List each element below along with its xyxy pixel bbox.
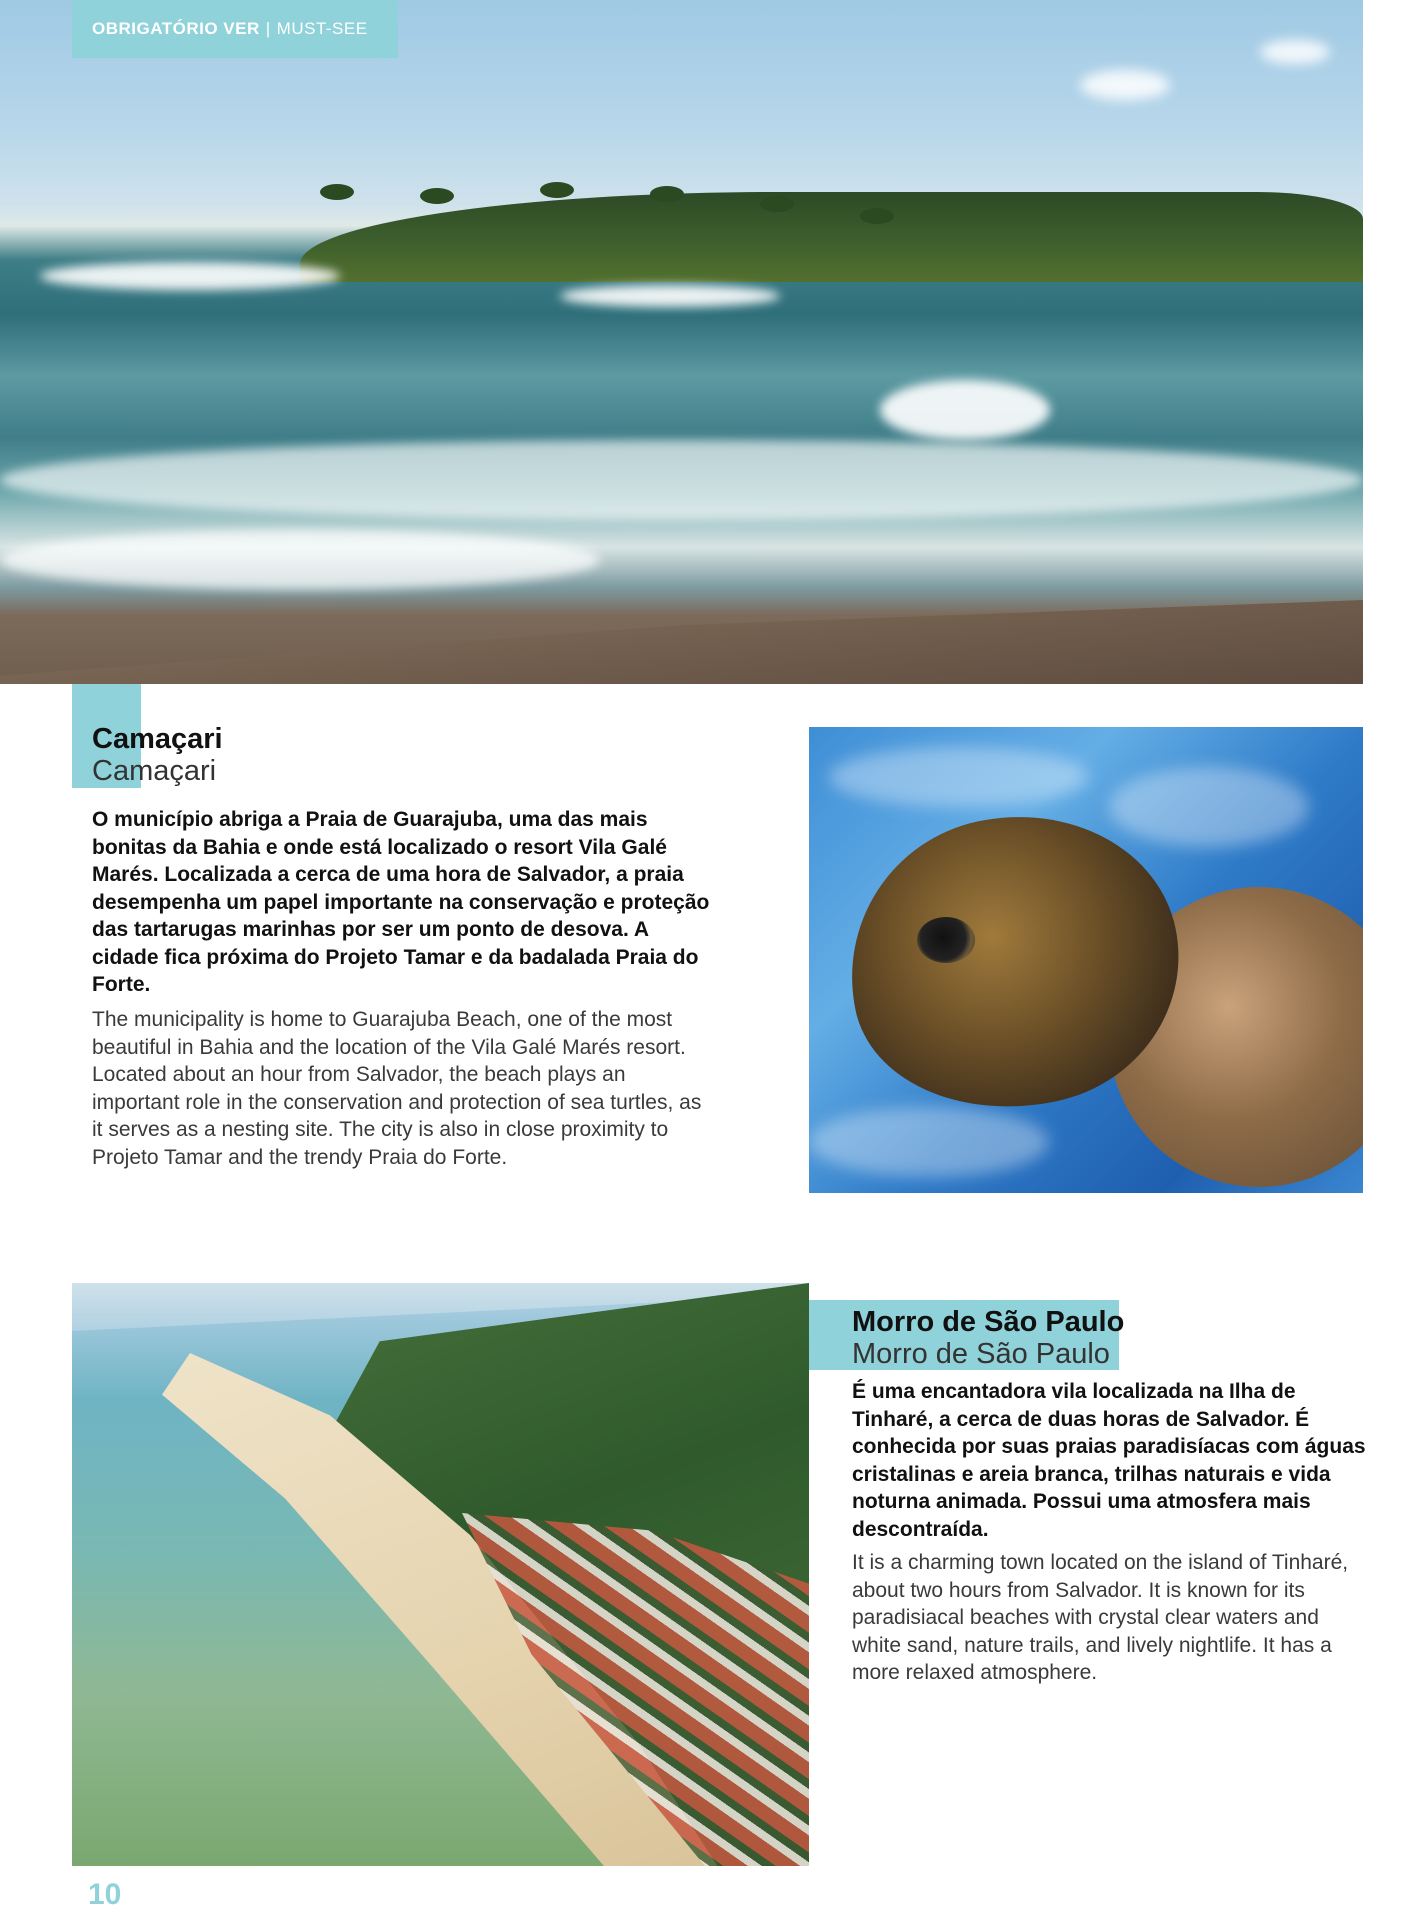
section-tag-pt: OBRIGATÓRIO VER [92, 19, 260, 38]
wave-crest [0, 440, 1363, 520]
wave-crest [0, 530, 600, 590]
camacari-heading [92, 723, 223, 787]
sea-turtle-photo [809, 727, 1363, 1193]
wave-crest [40, 262, 340, 290]
cloud [1260, 40, 1330, 64]
morro-body-pt: É uma encantadora vila localizada na Ilha de Tinharé, a cerca de duas horas de Salvador. É conhecida por suas praias paradisíacas com águas cristalinas e areia branca, trilhas naturais e vida noturna animada. Possui uma atmosfera mais descontraída. [852, 1380, 1366, 1541]
morro-body-en: It is a charming town located on the island of Tinharé, about two hours from Salvador. It is known for its paradisiacal beaches with crystal clear waters and white sand, nature trails, and lively nightlife. It has a more relaxed atmosphere. [852, 1551, 1349, 1684]
page-number: 10 [88, 1878, 122, 1911]
camacari-body-en: The municipality is home to Guarajuba Beach, one of the most beautiful in Bahia and the location of the Vila Galé Marés resort. Located about an hour from Salvador, the beach plays an important role in the conservation and protection of sea turtles, as it serves as a nesting site. The city is also in close proximity to Projeto Tamar and the trendy Praia do Forte. [92, 1008, 702, 1169]
palm-treeline [300, 192, 1363, 282]
wave-crest [560, 285, 780, 307]
camacari-title-pt: Camaçari [92, 723, 223, 755]
morro-title-pt: Morro de São Paulo [852, 1306, 1125, 1338]
section-tag [72, 0, 398, 58]
sand-shore [0, 600, 1363, 684]
section-tag-en: MUST-SEE [276, 19, 368, 38]
turtle-eye [917, 917, 975, 963]
cloud [1080, 70, 1170, 100]
wave-crest [880, 380, 1050, 440]
morro-title-en: Morro de São Paulo [852, 1338, 1110, 1370]
morro-heading [852, 1306, 1124, 1370]
camacari-title-en: Camaçari [92, 755, 217, 787]
aerial-village-photo [72, 1283, 809, 1866]
hero-beach-photo [0, 0, 1363, 684]
camacari-body-pt: O município abriga a Praia de Guarajuba, uma das mais bonitas da Bahia e onde está localizado o resort Vila Galé Marés. Localizada a cerca de uma hora de Salvador, a praia desempenha um papel importante na conservação e proteção das tartarugas marinhas por ser um ponto de desova. A cidade fica próxima do Projeto Tamar e da badalada Praia do Forte. [92, 808, 710, 996]
section-tag-separator: | [265, 19, 271, 38]
